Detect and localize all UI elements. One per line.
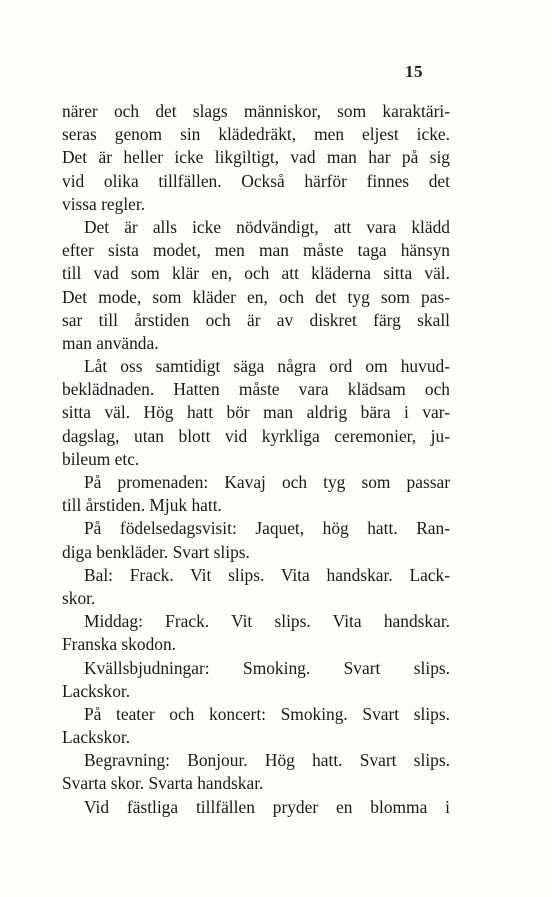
text-line: efter sista modet, men man måste taga hänsyn — [62, 240, 450, 261]
text-line: bileum etc. — [62, 448, 140, 469]
text-line: sar till årstiden och är av diskret färg skall — [62, 309, 450, 330]
text-line: På promenaden: Kavaj och tyg som passar — [84, 472, 450, 492]
page-number: 15 — [405, 62, 423, 81]
text-line: Det är alls icke nödvändigt, att vara klädd — [84, 216, 450, 237]
text-line: till årstiden. Mjuk hatt. — [62, 495, 222, 516]
text-line: närer och det slags människor, som karaktäri- — [62, 101, 450, 121]
text-line: vid olika tillfällen. Också härför finnes det — [62, 170, 450, 191]
text-line: skor. — [62, 587, 96, 608]
text-line: Det mode, som kläder en, och det tyg som pas- — [62, 286, 450, 307]
text-line: Lackskor. — [62, 727, 131, 748]
body-text — [62, 100, 450, 819]
text-line: Svarta skor. Svarta handskar. — [62, 773, 264, 794]
text-line: Lackskor. — [62, 680, 131, 701]
text-line: Det är heller icke likgiltigt, vad man har på sig — [62, 147, 450, 168]
text-line: På teater och koncert: Smoking. Svart slips. — [84, 703, 450, 724]
text-line: diga benkläder. Svart slips. — [62, 541, 250, 562]
text-line: Kvällsbjudningar: Smoking. Svart slips. — [84, 657, 450, 678]
text-line: beklädnaden. Hatten måste vara klädsam och — [62, 379, 450, 400]
text-line: På födelsedagsvisit: Jaquet, hög hatt. Ran- — [84, 518, 450, 539]
text-line: seras genom sin klädedräkt, men eljest icke. — [62, 124, 450, 145]
text-line: till vad som klär en, och att kläderna sitta väl. — [62, 263, 450, 284]
text-line: Begravning: Bonjour. Hög hatt. Svart slips. — [84, 750, 450, 771]
text-line: Låt oss samtidigt säga några ord om huvud- — [84, 356, 450, 377]
text-line: vissa regler. — [62, 193, 146, 214]
text-line: man använda. — [62, 332, 159, 353]
text-line: sitta väl. Hög hatt bör man aldrig bära i var- — [62, 402, 450, 423]
text-line: Franska skodon. — [62, 634, 176, 655]
text-line: dagslag, utan blott vid kyrkliga ceremonier, ju- — [62, 425, 450, 446]
text-line: Middag: Frack. Vit slips. Vita handskar. — [84, 611, 450, 632]
text-line: Vid fästliga tillfällen pryder en blomma i — [84, 796, 450, 817]
text-line: Bal: Frack. Vit slips. Vita handskar. Lack- — [84, 564, 450, 585]
